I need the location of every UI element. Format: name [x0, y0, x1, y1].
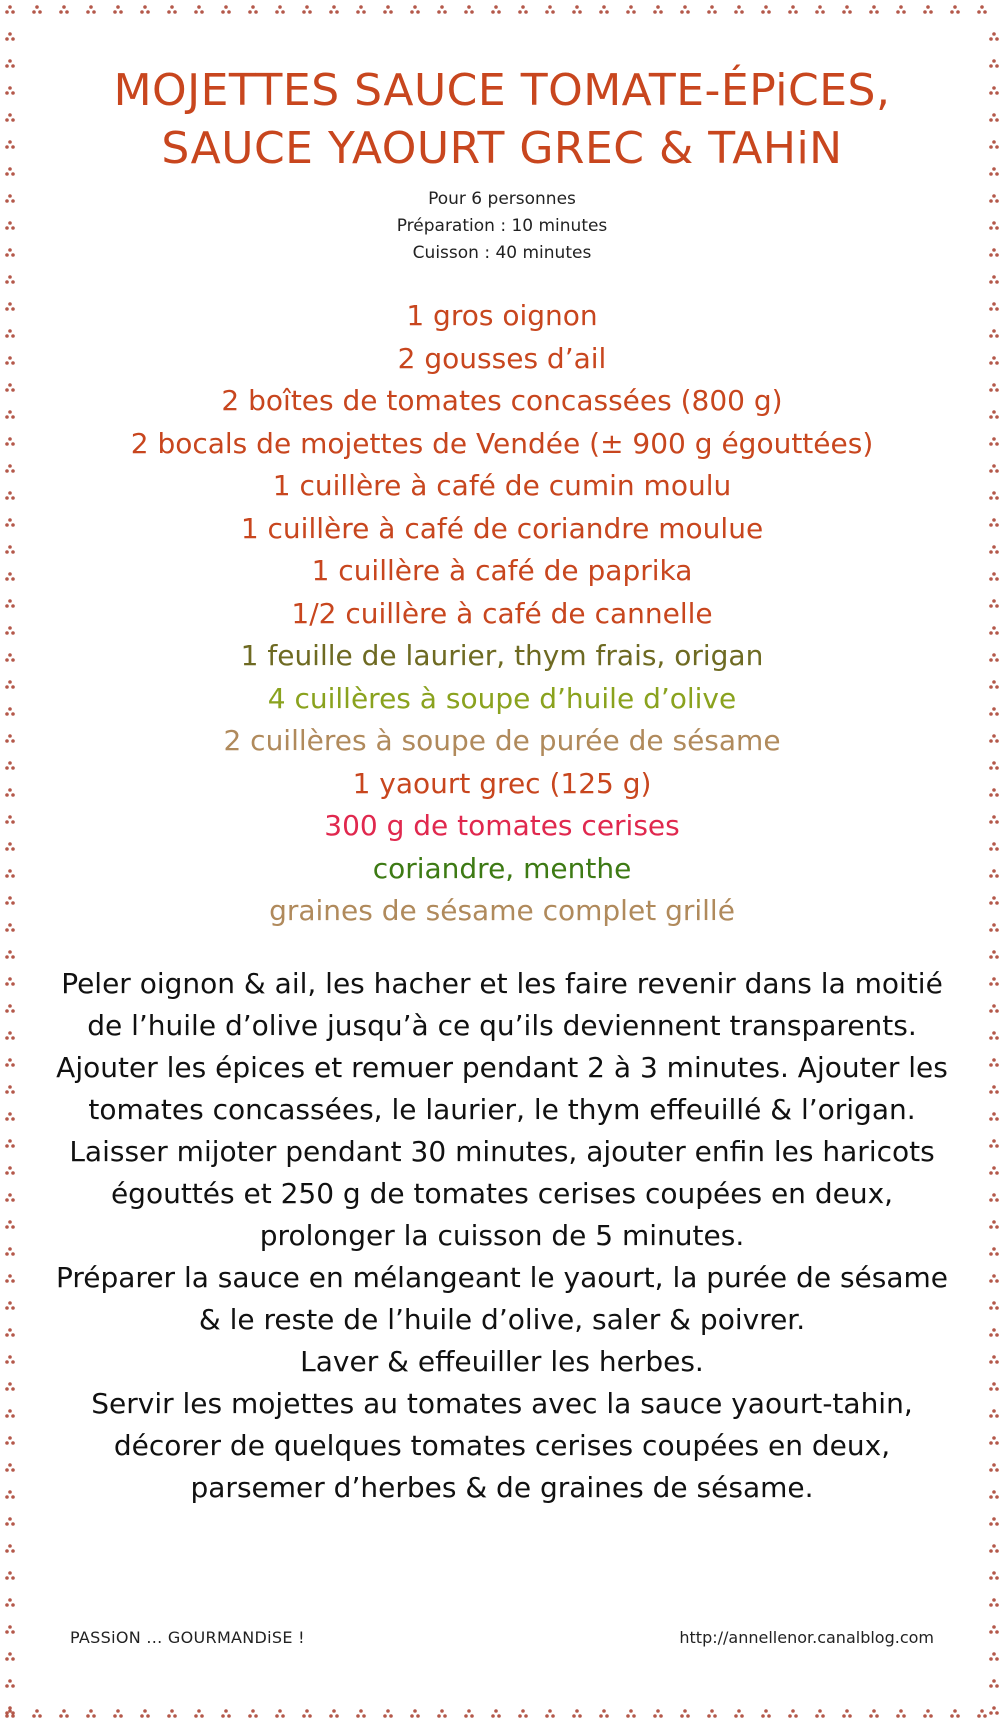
method-step-2: Laisser mijoter pendant 30 minutes, ajouter enfin les haricots égouttés et 250 g de tomates cerises coupées en deux, prolonger la cuisson de 5 minutes. [69, 1134, 935, 1252]
border-dot-cluster [545, 1709, 555, 1718]
border-dot-cluster [896, 5, 906, 14]
border-dot-cluster [410, 5, 420, 14]
border-dot-cluster [5, 302, 15, 311]
border-dot-cluster [5, 437, 15, 446]
border-dot-cluster [989, 815, 999, 824]
ingredient-item: 1/2 cuillère à café de cannelle [291, 596, 713, 630]
border-dot-cluster [989, 1652, 999, 1661]
ingredient-item: 2 bocals de mojettes de Vendée (± 900 g égouttées) [130, 426, 874, 460]
border-dot-cluster [989, 1544, 999, 1553]
border-dot-cluster [599, 1709, 609, 1718]
border-dot-cluster [5, 1328, 15, 1337]
border-dot-cluster [734, 5, 744, 14]
border-dot-cluster [989, 410, 999, 419]
border-dot-cluster [989, 383, 999, 392]
border-dot-cluster [653, 5, 663, 14]
border-dot-cluster [572, 5, 582, 14]
border-dot-cluster [989, 1679, 999, 1688]
border-dot-cluster [302, 1709, 312, 1718]
border-dot-cluster [989, 86, 999, 95]
border-dot-cluster [989, 329, 999, 338]
border-dot-cluster [923, 1709, 933, 1718]
border-dot-cluster [383, 1709, 393, 1718]
border-dot-cluster [437, 1709, 447, 1718]
border-dot-cluster [989, 1247, 999, 1256]
border-dot-cluster [5, 734, 15, 743]
border-dot-cluster [5, 491, 15, 500]
recipe-meta [40, 186, 964, 267]
border-dot-cluster [989, 464, 999, 473]
border-dot-cluster [989, 1382, 999, 1391]
method-step-3: Préparer la sauce en mélangeant le yaourt, la purée de sésame & le reste de l’huile d’olive, saler & poivrer. [55, 1260, 949, 1336]
border-dot-cluster [5, 653, 15, 662]
recipe-title-line-1: MOJETTES SAUCE TOMATE-ÉPiCES, [113, 65, 891, 116]
method-step-1: Peler oignon & ail, les hacher et les faire revenir dans la moitié de l’huile d’olive jusqu’à ce qu’ils deviennent transparents. Ajouter les épices et remuer pendant 2 à 3 minutes. Ajouter les tomates concassées, le laurier, le thym effeuillé & l’origan. [56, 966, 948, 1126]
border-dot-cluster [989, 923, 999, 932]
border-dot-cluster [5, 680, 15, 689]
border-dot-cluster [329, 5, 339, 14]
border-dot-cluster [653, 1709, 663, 1718]
border-dot-cluster [5, 1679, 15, 1688]
border-dot-cluster [248, 1709, 258, 1718]
border-dot-cluster [5, 410, 15, 419]
border-dot-cluster [5, 1355, 15, 1364]
border-dot-cluster [86, 1709, 96, 1718]
ingredient-item: 1 cuillère à café de paprika [311, 554, 693, 587]
border-dot-cluster [113, 1709, 123, 1718]
border-dot-cluster [989, 1193, 999, 1202]
border-dot-cluster [815, 5, 825, 14]
ingredient-item: 2 gousses d’ail [397, 341, 607, 375]
border-dot-cluster [734, 1709, 744, 1718]
border-dot-cluster [989, 734, 999, 743]
border-dot-cluster [989, 32, 999, 41]
border-dot-cluster [5, 248, 15, 257]
border-dot-cluster [5, 140, 15, 149]
footer-tagline: PASSiON ... GOURMANDiSE ! [70, 1628, 305, 1647]
border-dot-cluster [989, 221, 999, 230]
border-dot-cluster [491, 1709, 501, 1718]
recipe-card [40, 62, 964, 1509]
border-dot-cluster [989, 977, 999, 986]
border-dot-cluster [989, 302, 999, 311]
border-dot-cluster [5, 842, 15, 851]
border-dot-cluster [989, 1598, 999, 1607]
border-dot-cluster [5, 815, 15, 824]
recipe-title-line-2: SAUCE YAOURT GREC & TAHiN [161, 123, 843, 174]
border-dot-cluster [5, 545, 15, 554]
border-dot-cluster [140, 5, 150, 14]
border-dot-cluster [989, 680, 999, 689]
border-dot-cluster [5, 761, 15, 770]
border-dot-cluster [989, 1301, 999, 1310]
border-dot-cluster [221, 5, 231, 14]
border-dot-cluster [5, 1004, 15, 1013]
border-dot-cluster [329, 1709, 339, 1718]
border-dot-cluster [464, 5, 474, 14]
border-dot-cluster [989, 1274, 999, 1283]
ingredient-item: coriandre, menthe [372, 851, 632, 885]
border-dot-cluster [356, 5, 366, 14]
ingredient-item: 1 cuillère à café de cumin moulu [272, 469, 732, 502]
border-dot-cluster [989, 950, 999, 959]
border-dot-cluster [977, 1709, 987, 1718]
border-dot-cluster [989, 1220, 999, 1229]
border-dot-cluster [950, 1709, 960, 1718]
border-dot-cluster [989, 113, 999, 122]
ingredient-item: 1 yaourt grec (125 g) [352, 766, 652, 800]
border-dot-cluster [437, 5, 447, 14]
border-dot-cluster [896, 1709, 906, 1718]
border-dot-cluster [5, 923, 15, 932]
border-dot-cluster [5, 1598, 15, 1607]
border-dot-cluster [989, 1436, 999, 1445]
border-dot-cluster [518, 5, 528, 14]
border-dot-cluster [32, 1709, 42, 1718]
border-dot-cluster [989, 1058, 999, 1067]
ingredient-item: 2 cuillères à soupe de purée de sésame [223, 724, 781, 757]
border-dot-cluster [989, 1706, 999, 1715]
ingredient-item: 1 gros oignon [406, 299, 598, 332]
border-dot-cluster [761, 1709, 771, 1718]
border-dot-cluster [989, 1409, 999, 1418]
border-dot-cluster [5, 1436, 15, 1445]
border-dot-cluster [5, 329, 15, 338]
border-dot-cluster [5, 977, 15, 986]
border-dot-cluster [989, 356, 999, 365]
method-step-4: Laver & effeuiller les herbes. [300, 1344, 704, 1378]
border-dot-cluster [869, 5, 879, 14]
border-dot-cluster [989, 1328, 999, 1337]
border-dot-cluster [167, 5, 177, 14]
border-dot-cluster [5, 1544, 15, 1553]
border-dot-cluster [989, 1031, 999, 1040]
border-dot-cluster [5, 59, 15, 68]
border-dot-cluster [989, 545, 999, 554]
border-dot-cluster [5, 1490, 15, 1499]
border-dot-cluster [626, 5, 636, 14]
footer-blog-url[interactable]: http://annellenor.canalblog.com [679, 1628, 934, 1647]
ingredient-item: 2 boîtes de tomates concassées (800 g) [221, 384, 783, 417]
border-dot-cluster [5, 1301, 15, 1310]
border-dot-cluster [989, 1139, 999, 1148]
border-dot-cluster [707, 5, 717, 14]
border-dot-cluster [113, 5, 123, 14]
border-dot-cluster [5, 383, 15, 392]
border-dot-cluster [989, 788, 999, 797]
method-step-5: Servir les mojettes au tomates avec la sauce yaourt-tahin, décorer de quelques tomates cerises coupées en deux, parsemer d’herbes & de graines de sésame. [91, 1386, 913, 1504]
border-dot-cluster [5, 1625, 15, 1634]
border-dot-cluster [989, 59, 999, 68]
border-dot-cluster [356, 1709, 366, 1718]
border-dot-cluster [989, 1166, 999, 1175]
border-dot-cluster [86, 5, 96, 14]
border-dot-cluster [761, 5, 771, 14]
border-dot-cluster [221, 1709, 231, 1718]
border-dot-cluster [989, 140, 999, 149]
prep-time-text: Préparation : 10 minutes [396, 216, 608, 236]
border-dot-cluster [545, 5, 555, 14]
border-dot-cluster [5, 221, 15, 230]
border-dot-cluster [977, 5, 987, 14]
border-dot-cluster [59, 5, 69, 14]
border-dot-cluster [275, 1709, 285, 1718]
border-dot-cluster [5, 707, 15, 716]
border-dot-cluster [989, 1004, 999, 1013]
border-dot-cluster [680, 5, 690, 14]
border-dot-cluster [194, 5, 204, 14]
border-dot-cluster [989, 1571, 999, 1580]
border-dot-cluster [989, 707, 999, 716]
border-dot-cluster [5, 86, 15, 95]
border-dot-cluster [989, 761, 999, 770]
border-dot-cluster [491, 5, 501, 14]
border-dot-cluster [572, 1709, 582, 1718]
border-dot-cluster [842, 1709, 852, 1718]
border-dot-cluster [5, 1571, 15, 1580]
border-dot-cluster [5, 788, 15, 797]
border-dot-cluster [989, 1112, 999, 1121]
border-dot-cluster [5, 1652, 15, 1661]
border-dot-cluster [989, 518, 999, 527]
border-dot-cluster [788, 1709, 798, 1718]
ingredient-item: 1 feuille de laurier, thym frais, origan [240, 639, 764, 672]
border-dot-cluster [5, 1058, 15, 1067]
border-dot-cluster [5, 464, 15, 473]
ingredient-item: 300 g de tomates cerises [324, 809, 680, 842]
border-dot-cluster [5, 1193, 15, 1202]
border-dot-cluster [32, 5, 42, 14]
border-dot-cluster [989, 653, 999, 662]
border-dot-cluster [989, 194, 999, 203]
border-dot-cluster [5, 1085, 15, 1094]
border-dot-cluster [989, 842, 999, 851]
border-dot-cluster [5, 896, 15, 905]
border-dot-cluster [5, 1517, 15, 1526]
border-dot-cluster [989, 1085, 999, 1094]
border-dot-cluster [194, 1709, 204, 1718]
border-dot-cluster [788, 5, 798, 14]
ingredient-item: 1 cuillère à café de coriandre moulue [240, 511, 764, 545]
border-dot-cluster [707, 1709, 717, 1718]
border-dot-cluster [248, 5, 258, 14]
border-dot-cluster [410, 1709, 420, 1718]
border-dot-cluster [989, 275, 999, 284]
border-dot-cluster [5, 626, 15, 635]
border-dot-cluster [518, 1709, 528, 1718]
border-dot-cluster [989, 1517, 999, 1526]
border-dot-cluster [989, 896, 999, 905]
border-dot-cluster [5, 1220, 15, 1229]
border-dot-cluster [869, 1709, 879, 1718]
border-dot-cluster [989, 491, 999, 500]
cook-time-text: Cuisson : 40 minutes [412, 243, 592, 263]
border-dot-cluster [464, 1709, 474, 1718]
border-dot-cluster [5, 356, 15, 365]
border-dot-cluster [989, 626, 999, 635]
border-dot-cluster [842, 5, 852, 14]
method-instructions [40, 963, 964, 1509]
border-dot-cluster [5, 113, 15, 122]
border-dot-cluster [275, 5, 285, 14]
border-dot-cluster [989, 599, 999, 608]
border-dot-cluster [989, 1490, 999, 1499]
border-dot-cluster [5, 1139, 15, 1148]
border-dot-cluster [923, 5, 933, 14]
recipe-title [40, 62, 964, 178]
border-dot-cluster [5, 275, 15, 284]
border-dot-cluster [989, 248, 999, 257]
border-dot-cluster [5, 1409, 15, 1418]
border-dot-cluster [5, 950, 15, 959]
border-dot-cluster [5, 1247, 15, 1256]
border-dot-cluster [5, 167, 15, 176]
ingredient-item: graines de sésame complet grillé [269, 894, 735, 927]
border-dot-cluster [5, 1274, 15, 1283]
border-dot-cluster [5, 32, 15, 41]
border-dot-cluster [5, 194, 15, 203]
border-dot-cluster [5, 5, 15, 14]
border-dot-cluster [989, 1463, 999, 1472]
border-dot-cluster [5, 869, 15, 878]
border-dot-cluster [5, 1112, 15, 1121]
border-dot-cluster [989, 1625, 999, 1634]
border-dot-cluster [5, 572, 15, 581]
border-dot-cluster [5, 1166, 15, 1175]
border-dot-cluster [167, 1709, 177, 1718]
border-dot-cluster [989, 572, 999, 581]
border-dot-cluster [5, 1382, 15, 1391]
border-dot-cluster [5, 1463, 15, 1472]
border-dot-cluster [989, 167, 999, 176]
ingredients-list [40, 295, 964, 933]
border-dot-cluster [950, 5, 960, 14]
border-dot-cluster [302, 5, 312, 14]
border-dot-cluster [989, 869, 999, 878]
border-dot-cluster [140, 1709, 150, 1718]
border-dot-cluster [5, 599, 15, 608]
border-dot-cluster [680, 1709, 690, 1718]
border-dot-cluster [989, 437, 999, 446]
border-dot-cluster [383, 5, 393, 14]
border-dot-cluster [5, 518, 15, 527]
border-dot-cluster [5, 1031, 15, 1040]
border-dot-cluster [815, 1709, 825, 1718]
ingredient-item: 4 cuillères à soupe d’huile d’olive [267, 681, 737, 715]
border-dot-cluster [599, 5, 609, 14]
border-dot-cluster [989, 1355, 999, 1364]
border-dot-cluster [59, 1709, 69, 1718]
border-dot-cluster [626, 1709, 636, 1718]
servings-text: Pour 6 personnes [428, 189, 576, 209]
